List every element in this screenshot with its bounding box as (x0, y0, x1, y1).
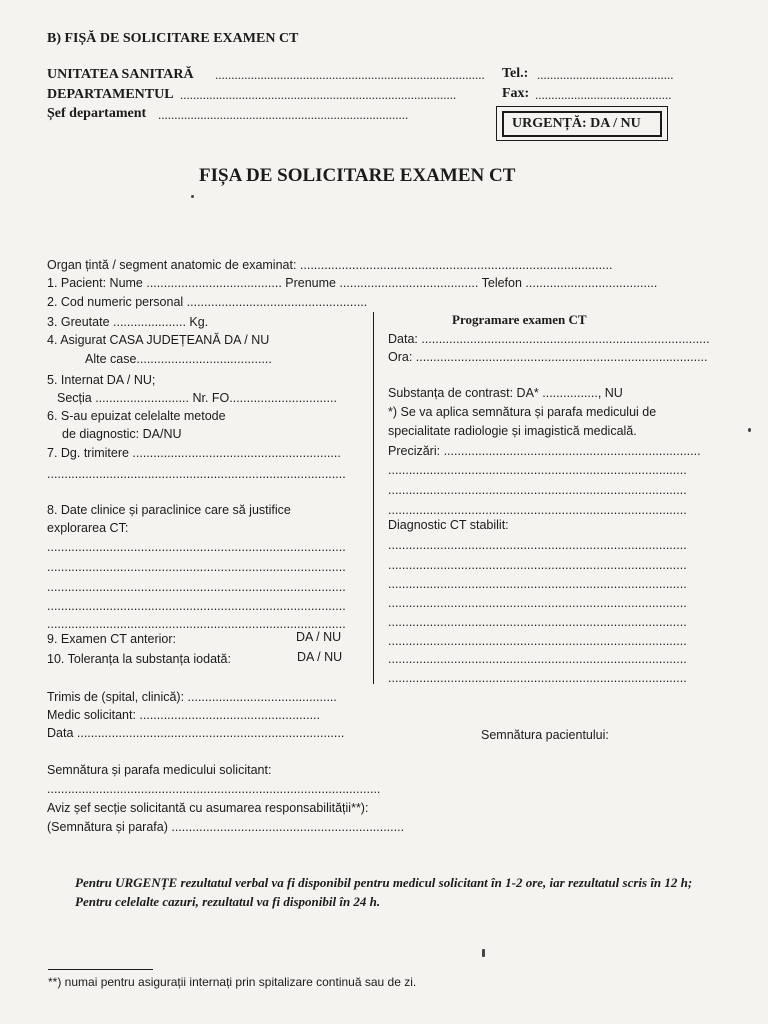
urgent-box[interactable]: URGENȚĂ: DA / NU (502, 111, 662, 137)
diagnosis-line[interactable]: ...................................................................................... (388, 652, 687, 666)
patient-signature-label: Semnătura pacientului: (481, 728, 609, 742)
scan-speck (748, 428, 751, 432)
schedule-hour-field[interactable]: Ora: .................................................................................... (388, 350, 708, 364)
referral-line-2[interactable]: ...................................................................................... (47, 467, 346, 481)
date-field[interactable]: Data ............................................................................. (47, 726, 345, 740)
contrast-field[interactable]: Substanța de contrast: DA* ................, NU (388, 386, 623, 400)
results-note: Pentru URGENȚE rezultatul verbal va fi disponibil pentru medicul solicitant în 1-2 ore, iar rezultatul scris în 12 h; Pentru celelalte cazuri, rezultatul va fi disponibil în 24 h. (75, 875, 693, 909)
schedule-title: Programare examen CT (452, 312, 587, 327)
diagnosis-label: Diagnostic CT stabilit: (388, 518, 509, 532)
clinical-line[interactable]: ...................................................................................... (47, 560, 346, 574)
head-field[interactable]: ............................................................................. (158, 107, 409, 122)
other-insurer-field[interactable]: Alte case....................................... (85, 352, 272, 366)
diagnosis-line[interactable]: ...................................................................................... (388, 634, 687, 648)
details-line[interactable]: ...................................................................................... (388, 503, 687, 517)
section-title: B) FIȘĂ DE SOLICITARE EXAMEN CT (47, 31, 299, 46)
dept-label: DEPARTAMENTUL (47, 87, 174, 102)
doctor-field[interactable]: Medic solicitant: .................................................... (47, 708, 320, 722)
contrast-note-1: *) Se va aplica semnătura și parafa medicului de (388, 405, 657, 419)
prev-exam-label: 9. Examen CT anterior: (47, 632, 176, 646)
diagnosis-line[interactable]: ...................................................................................... (388, 538, 687, 552)
fax-field[interactable]: .......................................... (535, 87, 672, 102)
insured-field[interactable]: 4. Asigurat CASA JUDEȚEANĂ DA / NU (47, 333, 270, 347)
weight-field[interactable]: 3. Greutate ..................... Kg. (47, 315, 209, 329)
schedule-date-field[interactable]: Data: ................................................................................... (388, 332, 710, 346)
sent-by-field[interactable]: Trimis de (spital, clinică): ........................................... (47, 690, 337, 704)
details-line[interactable]: ...................................................................................... (388, 483, 687, 497)
patient-row[interactable]: 1. Pacient: Nume ....................................... Prenume ........................................ Telefon ...................................... (47, 276, 658, 290)
diagnosis-line[interactable]: ...................................................................................... (388, 671, 687, 685)
dept-field[interactable]: ..................................................................................... (180, 87, 457, 102)
internat-field[interactable]: 5. Internat DA / NU; (47, 373, 156, 387)
tel-label: Tel.: (502, 66, 529, 81)
approval-label: Aviz șef secție solicitantă cu asumarea responsabilității**): (47, 801, 369, 815)
cnp-field[interactable]: 2. Cod numeric personal .................................................... (47, 295, 368, 309)
clinical-line[interactable]: ...................................................................................... (47, 540, 346, 554)
scan-speck (191, 195, 194, 198)
prev-exam-choice[interactable]: DA / NU (296, 630, 342, 644)
diagnosis-line[interactable]: ...................................................................................... (388, 596, 687, 610)
referral-field[interactable]: 7. Dg. trimitere ............................................................ (47, 446, 341, 460)
fax-label: Fax: (502, 86, 530, 101)
details-field[interactable]: Precizări: .......................................................................... (388, 444, 701, 458)
diagnosis-line[interactable]: ...................................................................................... (388, 615, 687, 629)
tolerance-choice[interactable]: DA / NU (297, 650, 343, 664)
head-label: Șef departament (47, 106, 147, 121)
tolerance-label: 10. Toleranța la substanța iodată: (47, 652, 231, 666)
section-field[interactable]: Secția ........................... Nr. FO............................... (57, 391, 337, 405)
details-line[interactable]: ...................................................................................... (388, 463, 687, 477)
clinical-line[interactable]: ...................................................................................... (47, 580, 346, 594)
exhausted-methods: 6. S-au epuizat celelalte metode (47, 409, 226, 423)
footnote: **) numai pentru asigurații internați prin spitalizare continuă sau de zi. (48, 975, 417, 989)
clinical-label: 8. Date clinice și paraclinice care să justifice (47, 503, 291, 517)
clinical-line[interactable]: ...................................................................................... (47, 599, 346, 613)
organ-field[interactable]: Organ țintă / segment anatomic de examinat: .......................................................................................... (47, 258, 613, 272)
diagnosis-line[interactable]: ...................................................................................... (388, 577, 687, 591)
diag-methods-field[interactable]: de diagnostic: DA/NU (62, 427, 182, 441)
tel-field[interactable]: .......................................... (537, 67, 674, 82)
approval-sign-field[interactable]: (Semnătura și parafa) ................................................................... (47, 820, 405, 834)
unit-field[interactable]: ................................................................................... (215, 67, 485, 82)
contrast-note-2: specialitate radiologie și imagistică medicală. (388, 424, 637, 438)
doctor-signature-field[interactable]: ................................................................................................ (47, 782, 381, 796)
unit-label: UNITATEA SANITARĂ (47, 67, 194, 82)
column-divider (373, 312, 374, 684)
doctor-signature-label: Semnătura și parafa medicului solicitant: (47, 763, 272, 777)
diagnosis-line[interactable]: ...................................................................................... (388, 558, 687, 572)
scan-speck (482, 949, 485, 957)
form-title: FIȘA DE SOLICITARE EXAMEN CT (199, 165, 516, 186)
explore-label: explorarea CT: (47, 521, 129, 535)
clinical-line[interactable]: ...................................................................................... (47, 617, 346, 631)
footnote-rule (48, 969, 153, 970)
